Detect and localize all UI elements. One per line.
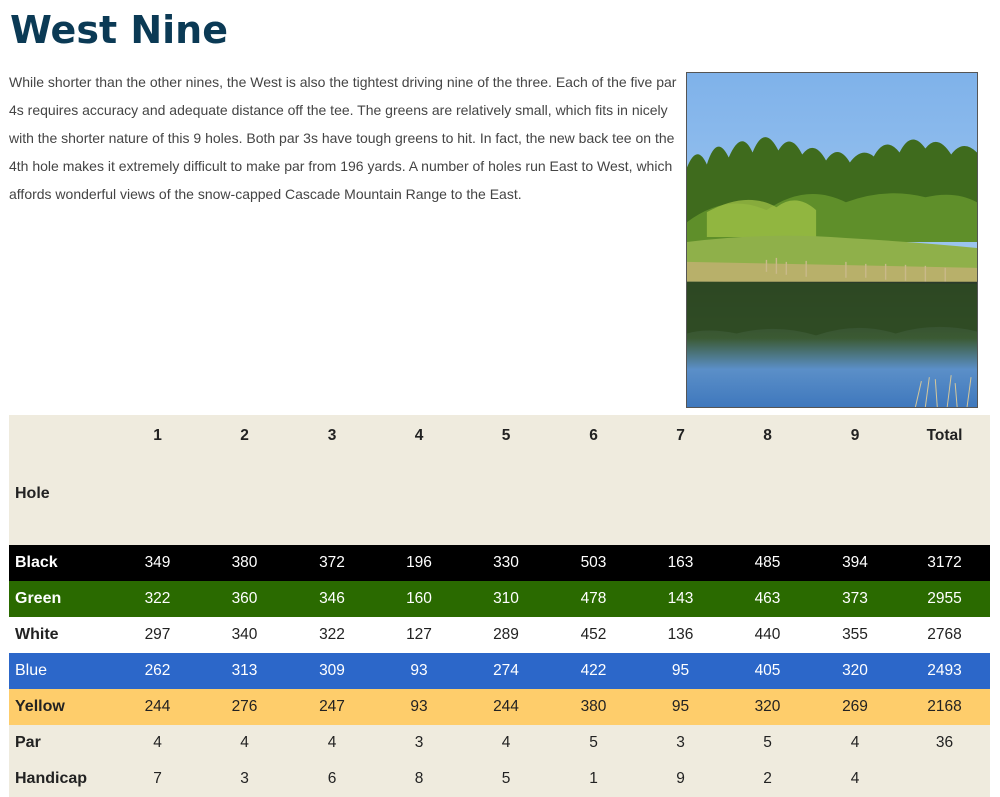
row-label: Black	[9, 545, 114, 581]
score-cell: 322	[288, 617, 376, 653]
score-cell: 3	[201, 761, 288, 797]
score-cell: 320	[724, 689, 811, 725]
score-cell: 8	[376, 761, 462, 797]
score-cell: 373	[811, 581, 899, 617]
score-cell: 297	[114, 617, 201, 653]
score-cell: 485	[724, 545, 811, 581]
total-cell: 2168	[899, 689, 990, 725]
total-cell: 2955	[899, 581, 990, 617]
score-cell: 276	[201, 689, 288, 725]
hole-number: 5	[462, 415, 550, 545]
score-cell: 274	[462, 653, 550, 689]
hole-number: 3	[288, 415, 376, 545]
hole-number: 6	[550, 415, 637, 545]
tee-row-yellow	[9, 689, 990, 725]
score-cell: 478	[550, 581, 637, 617]
row-label: Par	[9, 725, 114, 761]
score-cell: 394	[811, 545, 899, 581]
scorecard-header-row	[9, 415, 990, 545]
score-cell: 289	[462, 617, 550, 653]
total-cell: 2768	[899, 617, 990, 653]
score-cell: 95	[637, 689, 724, 725]
score-cell: 3	[637, 725, 724, 761]
score-cell: 310	[462, 581, 550, 617]
row-label: Blue	[9, 653, 114, 689]
hole-number: 8	[724, 415, 811, 545]
score-cell: 422	[550, 653, 637, 689]
score-cell: 4	[462, 725, 550, 761]
score-cell: 196	[376, 545, 462, 581]
score-cell: 330	[462, 545, 550, 581]
score-cell: 405	[724, 653, 811, 689]
course-photo	[686, 72, 978, 408]
score-cell: 463	[724, 581, 811, 617]
score-cell: 127	[376, 617, 462, 653]
total-cell: 36	[899, 725, 990, 761]
score-cell: 360	[201, 581, 288, 617]
score-cell: 440	[724, 617, 811, 653]
course-description: While shorter than the other nines, the West is also the tightest driving nine of the three. Each of the five par 4s requires accuracy and adequate distance off the tee. The greens are relatively small, which fits in nicely with the shorter nature of this 9 holes. Both par 3s have tough greens to hit. In fact, the new back tee on the 4th hole makes it extremely difficult to make par from 196 yards. A number of holes run East to West, which affords wonderful views of the snow-capped Cascade Mountain Range to the East.	[9, 74, 677, 202]
score-cell: 247	[288, 689, 376, 725]
tee-row-par	[9, 725, 990, 761]
score-cell: 1	[550, 761, 637, 797]
row-label: Handicap	[9, 761, 114, 797]
score-cell: 313	[201, 653, 288, 689]
score-cell: 4	[811, 725, 899, 761]
score-cell: 372	[288, 545, 376, 581]
score-cell: 262	[114, 653, 201, 689]
score-cell: 309	[288, 653, 376, 689]
page-title: West Nine	[10, 8, 228, 52]
hole-number: 7	[637, 415, 724, 545]
score-cell: 503	[550, 545, 637, 581]
score-cell: 95	[637, 653, 724, 689]
score-cell: 163	[637, 545, 724, 581]
row-label: Green	[9, 581, 114, 617]
tee-row-blue	[9, 653, 990, 689]
hole-number: 1	[114, 415, 201, 545]
tee-row-black	[9, 545, 990, 581]
score-cell: 7	[114, 761, 201, 797]
tee-row-white	[9, 617, 990, 653]
score-cell: 355	[811, 617, 899, 653]
total-label: Total	[899, 415, 990, 545]
pond-landscape-image	[687, 73, 977, 407]
score-cell: 244	[114, 689, 201, 725]
scorecard-table	[9, 415, 990, 797]
score-cell: 4	[811, 761, 899, 797]
score-cell: 4	[114, 725, 201, 761]
score-cell: 380	[201, 545, 288, 581]
score-cell: 6	[288, 761, 376, 797]
score-cell: 322	[114, 581, 201, 617]
total-cell	[899, 761, 990, 797]
tee-row-handicap	[9, 761, 990, 797]
score-cell: 349	[114, 545, 201, 581]
hole-number: 4	[376, 415, 462, 545]
score-cell: 3	[376, 725, 462, 761]
score-cell: 269	[811, 689, 899, 725]
score-cell: 4	[201, 725, 288, 761]
score-cell: 5	[724, 725, 811, 761]
total-cell: 2493	[899, 653, 990, 689]
row-label: White	[9, 617, 114, 653]
score-cell: 93	[376, 653, 462, 689]
score-cell: 2	[724, 761, 811, 797]
score-cell: 452	[550, 617, 637, 653]
tee-row-green	[9, 581, 990, 617]
hole-number: 9	[811, 415, 899, 545]
score-cell: 5	[462, 761, 550, 797]
total-cell: 3172	[899, 545, 990, 581]
score-cell: 9	[637, 761, 724, 797]
score-cell: 160	[376, 581, 462, 617]
hole-number: 2	[201, 415, 288, 545]
score-cell: 5	[550, 725, 637, 761]
hole-label: Hole	[9, 415, 114, 545]
score-cell: 244	[462, 689, 550, 725]
score-cell: 143	[637, 581, 724, 617]
score-cell: 340	[201, 617, 288, 653]
score-cell: 346	[288, 581, 376, 617]
score-cell: 380	[550, 689, 637, 725]
score-cell: 320	[811, 653, 899, 689]
score-cell: 93	[376, 689, 462, 725]
row-label: Yellow	[9, 689, 114, 725]
score-cell: 136	[637, 617, 724, 653]
score-cell: 4	[288, 725, 376, 761]
